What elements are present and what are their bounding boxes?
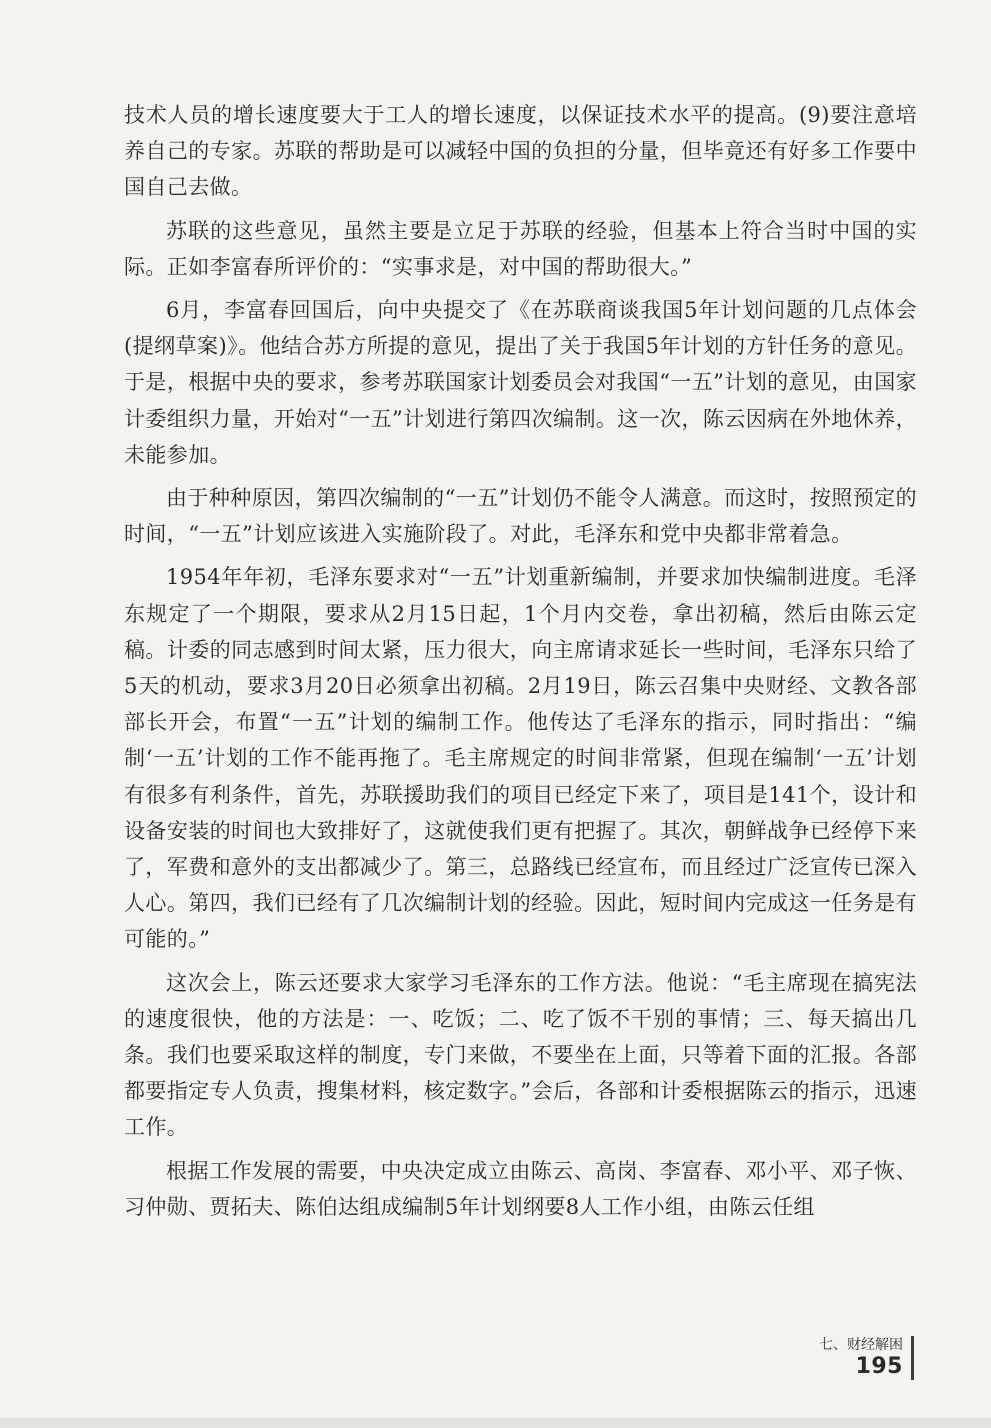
paragraph: 由于种种原因，第四次编制的“一五”计划仍不能令人满意。而这时，按照预定的时间，“一五”计划应该进入实施阶段了。对此，毛泽东和党中央都非常着急。: [124, 486, 917, 547]
page-edge: [0, 1418, 991, 1428]
paragraph: 这次会上，陈云还要求大家学习毛泽东的工作方法。他说：“毛主席现在搞宪法的速度很快，他的方法是：一、吃饭；二、吃了饭不干别的事情；三、每天搞出几条。我们也要采取这样的制度，专门来做，不要坐在上面，只等着下面的汇报。各部都要指定专人负责，搜集材料，核定数字。”会后，各部和计委根据陈云的指示，迅速工作。: [124, 970, 917, 1140]
page-footer: [819, 1336, 914, 1380]
paragraph: 1954年年初，毛泽东要求对“一五”计划重新编制，并要求加快编制进度。毛泽东规定了一个期限，要求从2月15日起，1个月内交卷，拿出初稿，然后由陈云定稿。计委的同志感到时间太紧，压力很大，向主席请求延长一些时间，毛泽东只给了5天的机动，要求3月20日必须拿出初稿。2月19日，陈云召集中央财经、文教各部部长开会，布置“一五”计划的编制工作。他传达了毛泽东的指示，同时指出：“编制‘一五’计划的工作不能再拖了。毛主席规定的时间非常紧，但现在编制‘一五’计划有很多有利条件，首先，苏联援助我们的项目已经定下来了，项目是141个，设计和设备安装的时间也大致排好了，这就使我们更有把握了。其次，朝鲜战争已经停下来了，军费和意外的支出都减少了。第三，总路线已经宣布，而且经过广泛宣传已深入人心。第四，我们已经有了几次编制计划的经验。因此，短时间内完成这一任务是有可能的。”: [124, 565, 917, 952]
body-text: [124, 97, 917, 1232]
paragraph: 根据工作发展的需要，中央决定成立由陈云、高岗、李富春、邓小平、邓子恢、习仲勋、贾拓夫、陈伯达组成编制5年计划纲要8人工作小组，由陈云任组: [124, 1158, 917, 1219]
paragraph: 6月，李富春回国后，向中央提交了《在苏联商谈我国5年计划问题的几点体会(提纲草案)》。他结合苏方所提的意见，提出了关于我国5年计划的方针任务的意见。于是，根据中央的要求，参考苏联国家计划委员会对我国“一五”计划的意见，由国家计委组织力量，开始对“一五”计划进行第四次编制。这一次，陈云因病在外地休养，未能参加。: [124, 298, 917, 467]
running-section-title: 七、财经解困: [819, 1337, 903, 1353]
page-number: 195: [855, 1354, 903, 1379]
paragraph: 苏联的这些意见，虽然主要是立足于苏联的经验，但基本上符合当时中国的实际。正如李富春所评价的：“实事求是，对中国的帮助很大。”: [124, 218, 917, 279]
paragraph: 技术人员的增长速度要大于工人的增长速度，以保证技术水平的提高。(9)要注意培养自己的专家。苏联的帮助是可以减轻中国的负担的分量，但毕竟还有好多工作要中国自己去做。: [124, 103, 917, 200]
